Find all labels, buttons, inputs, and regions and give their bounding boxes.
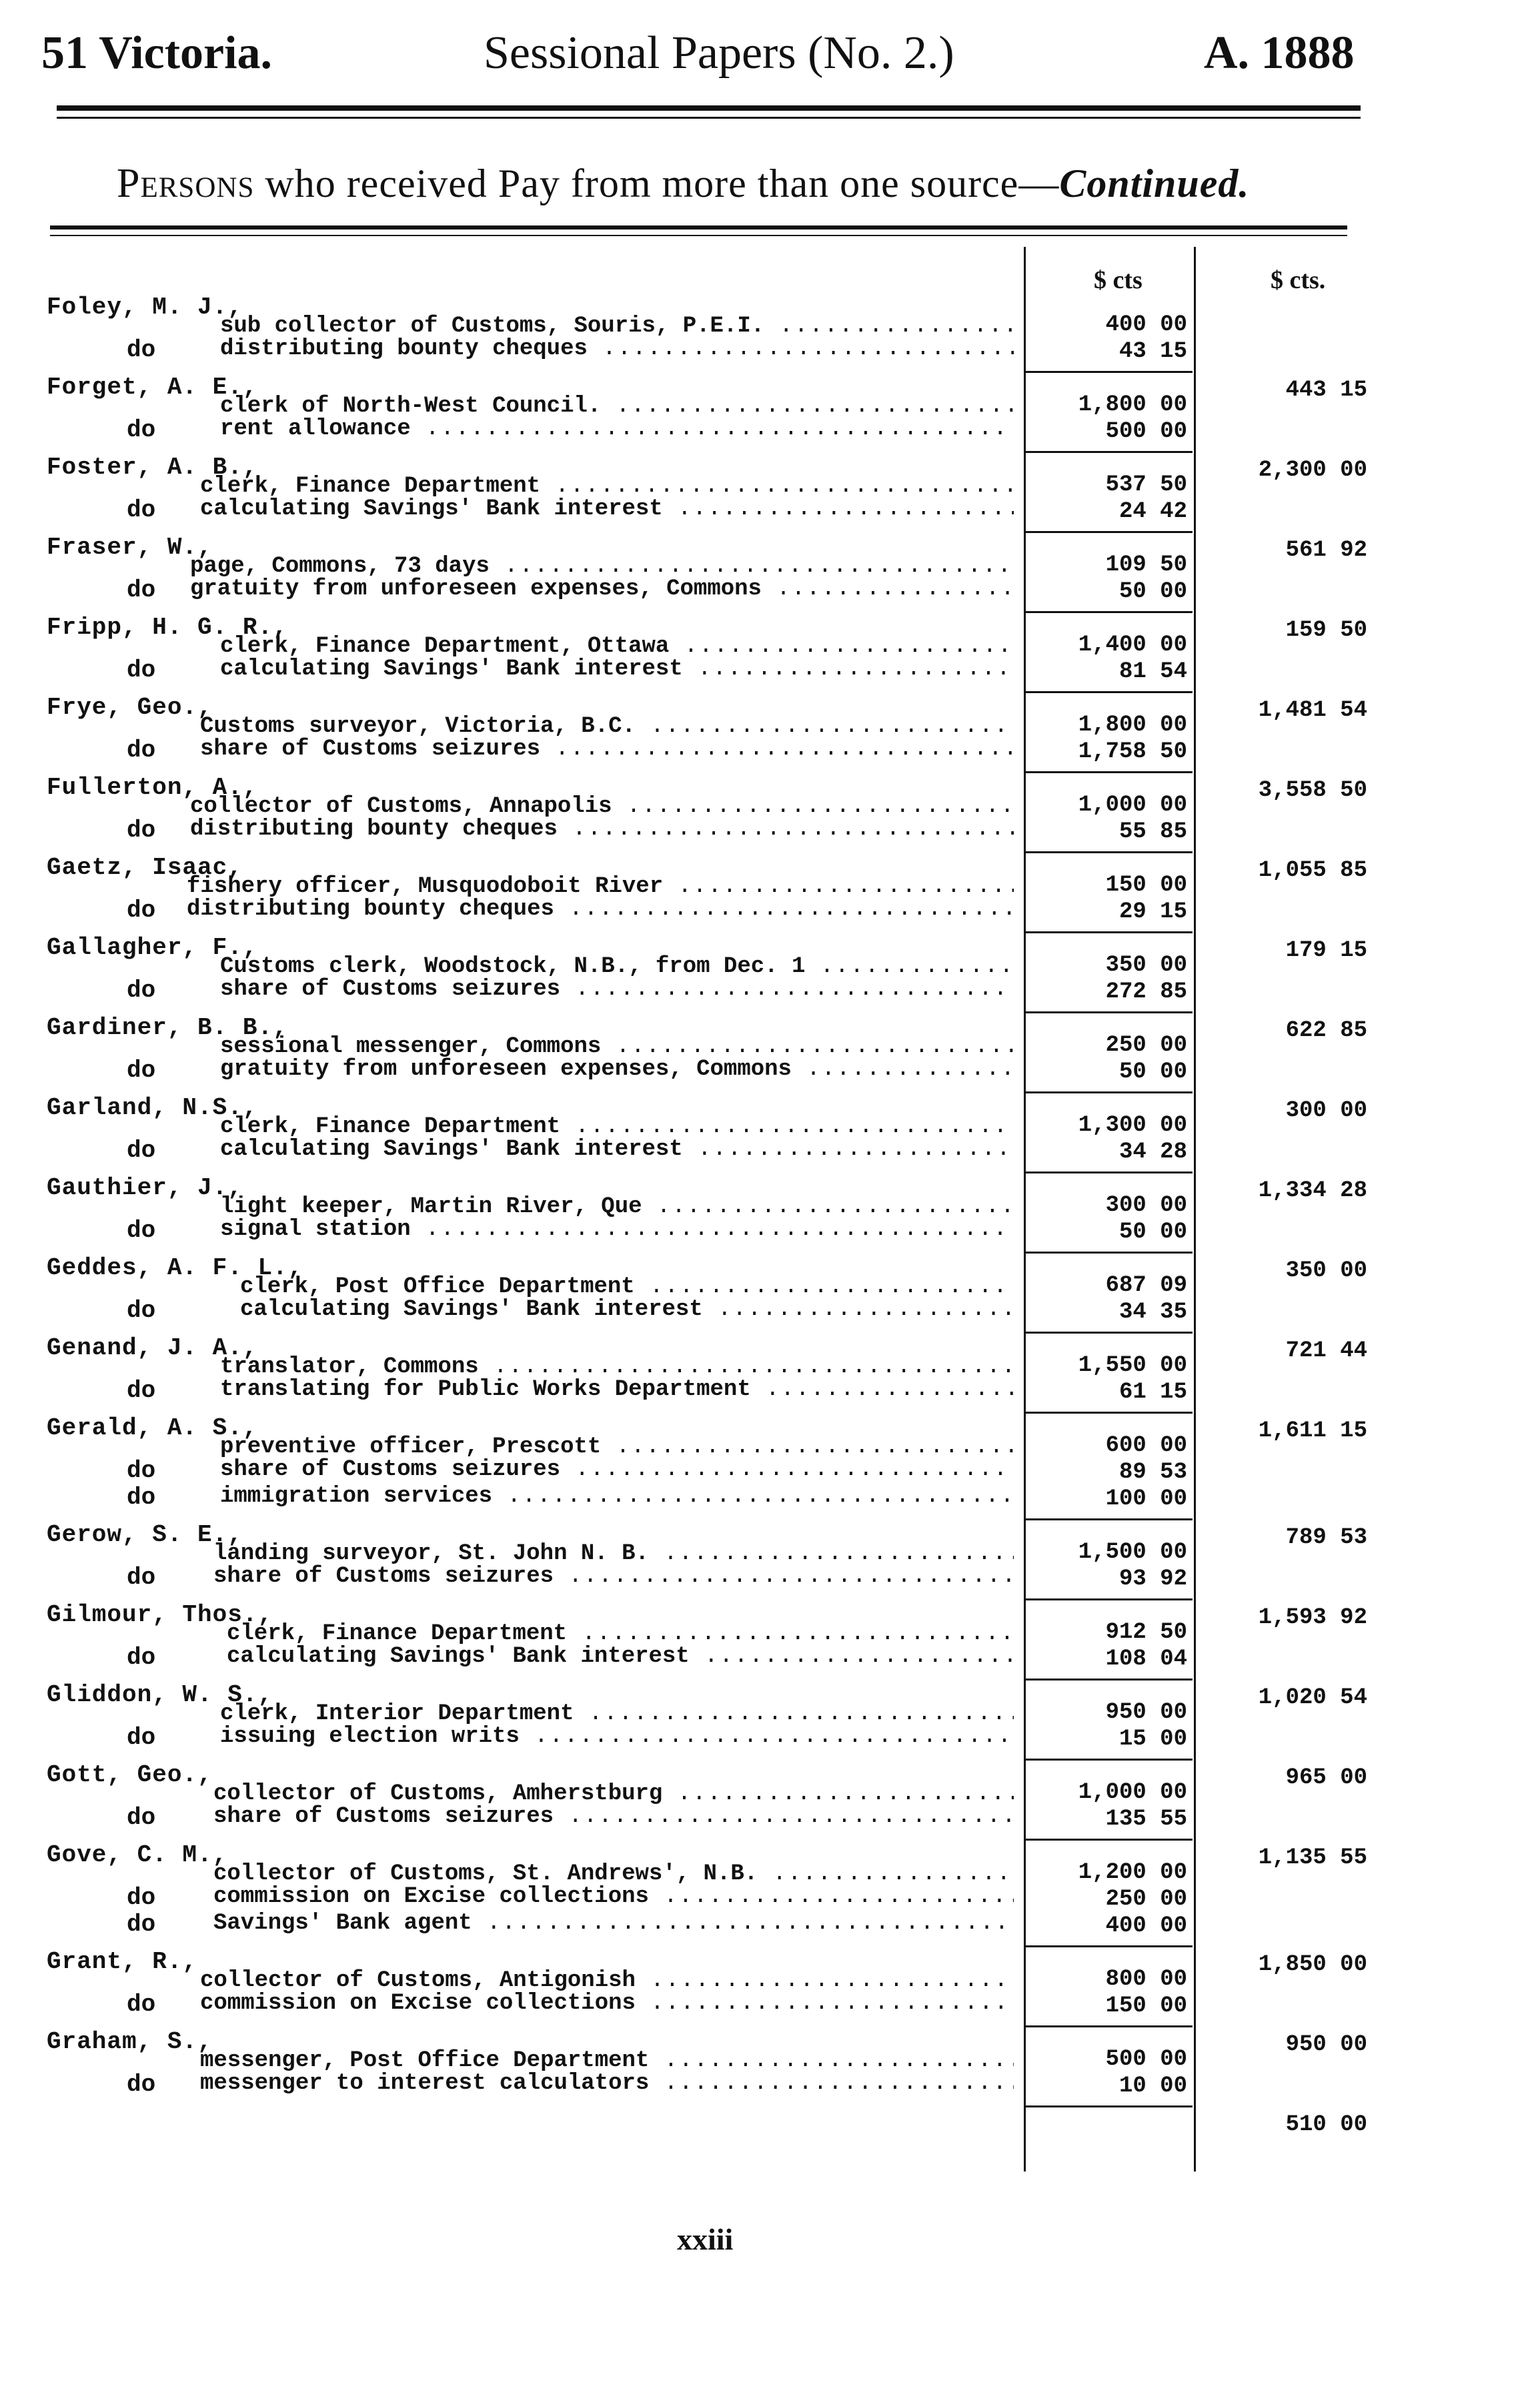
pay-description: commission on Excise collections ..... bbox=[200, 1991, 1014, 2016]
person-name: Gerald, A. S., bbox=[47, 1414, 258, 1442]
pay-description: landing surveyor, St. John N. B. ..... bbox=[213, 1541, 1014, 1566]
pay-amount: 135 55 bbox=[1105, 1807, 1187, 1832]
ditto-mark: do bbox=[127, 1377, 156, 1404]
subtotal-rule bbox=[1026, 2025, 1193, 2027]
page-title bbox=[117, 160, 1249, 207]
pay-amount: 24 42 bbox=[1118, 499, 1187, 524]
ditto-mark: do bbox=[127, 1564, 156, 1591]
pay-amount: 687 09 bbox=[1105, 1273, 1187, 1298]
pay-amount: 800 00 bbox=[1105, 1967, 1187, 1992]
ditto-mark: do bbox=[127, 2071, 156, 2098]
subtotal-rule bbox=[1026, 1839, 1193, 1841]
pay-description: gratuity from unforeseen expenses, Commons ..... bbox=[220, 1057, 1014, 1082]
pay-total: 1,055 85 bbox=[1258, 858, 1367, 883]
pay-description: rent allowance ..... bbox=[220, 416, 1014, 442]
pay-amount: 50 00 bbox=[1118, 579, 1187, 604]
pay-amount: 93 92 bbox=[1118, 1566, 1187, 1592]
ditto-mark: do bbox=[127, 897, 156, 924]
ditto-mark: do bbox=[127, 737, 156, 764]
subtotal-rule bbox=[1026, 1011, 1193, 1013]
subtotal-rule bbox=[1026, 1332, 1193, 1334]
subtotal-rule bbox=[1026, 371, 1193, 373]
pay-total: 179 15 bbox=[1285, 938, 1367, 963]
pay-description: page, Commons, 73 days ..... bbox=[190, 554, 1014, 579]
pay-amount: 500 00 bbox=[1105, 419, 1187, 444]
pay-description: collector of Customs, Antigonish ..... bbox=[200, 1968, 1014, 1993]
person-name: Grant, R., bbox=[47, 1948, 198, 1975]
pay-amount: 500 00 bbox=[1105, 2047, 1187, 2072]
person-name: Geddes, A. F. L., bbox=[47, 1254, 303, 1282]
pay-total: 1,481 54 bbox=[1258, 698, 1367, 723]
person-name: Forget, A. E., bbox=[47, 374, 258, 401]
pay-amount: 150 00 bbox=[1105, 873, 1187, 898]
pay-amount: 250 00 bbox=[1105, 1887, 1187, 1912]
person-name: Gilmour, Thos., bbox=[47, 1601, 273, 1628]
table-row bbox=[0, 2028, 1540, 2137]
pay-description: preventive officer, Prescott ..... bbox=[220, 1434, 1014, 1460]
pay-total: 622 85 bbox=[1285, 1018, 1367, 1043]
person-name: Frye, Geo., bbox=[47, 694, 213, 721]
title-rest: who received Pay from more than one source— bbox=[254, 161, 1060, 205]
pay-total: 1,593 92 bbox=[1258, 1605, 1367, 1630]
subtotal-rule bbox=[1026, 1412, 1193, 1414]
pay-description: share of Customs seizures ..... bbox=[213, 1564, 1014, 1589]
pay-description: translating for Public Works Department ..... bbox=[220, 1377, 1014, 1402]
pay-description: Customs surveyor, Victoria, B.C. ..... bbox=[200, 714, 1014, 739]
pay-amount: 537 50 bbox=[1105, 472, 1187, 498]
pay-description: distributing bounty cheques ..... bbox=[187, 897, 1014, 922]
ditto-mark: do bbox=[127, 1884, 156, 1911]
person-name: Genand, J. A., bbox=[47, 1334, 258, 1362]
ditto-mark: do bbox=[127, 496, 156, 524]
pay-description: share of Customs seizures ..... bbox=[213, 1804, 1014, 1829]
pay-amount: 1,500 00 bbox=[1078, 1540, 1187, 1565]
person-name: Gallagher, F., bbox=[47, 934, 258, 961]
pay-amount: 150 00 bbox=[1105, 1993, 1187, 2019]
sessional-papers-label: Sessional Papers (No. 2.) bbox=[484, 27, 954, 79]
pay-total: 159 50 bbox=[1285, 618, 1367, 643]
title-continued: Continued. bbox=[1059, 161, 1250, 205]
pay-total: 950 00 bbox=[1285, 2032, 1367, 2057]
pay-description: clerk, Finance Department ..... bbox=[220, 1114, 1014, 1139]
pay-amount: 1,200 00 bbox=[1078, 1860, 1187, 1885]
person-name: Gott, Geo., bbox=[47, 1761, 213, 1789]
pay-description: calculating Savings' Bank interest ..... bbox=[220, 656, 1014, 682]
pay-amount: 350 00 bbox=[1105, 953, 1187, 978]
pay-amount: 81 54 bbox=[1118, 659, 1187, 684]
pay-amount: 100 00 bbox=[1105, 1486, 1187, 1512]
person-name: Gauthier, J., bbox=[47, 1174, 243, 1202]
ditto-mark: do bbox=[127, 336, 156, 364]
pay-amount: 15 00 bbox=[1118, 1727, 1187, 1752]
pay-total: 1,334 28 bbox=[1258, 1178, 1367, 1204]
pay-amount: 1,800 00 bbox=[1078, 712, 1187, 738]
pay-amount: 10 00 bbox=[1118, 2073, 1187, 2099]
person-name: Gerow, S. E., bbox=[47, 1521, 243, 1548]
ditto-mark: do bbox=[127, 1217, 156, 1244]
pay-amount: 1,400 00 bbox=[1078, 632, 1187, 658]
subtotal-rule bbox=[1026, 1091, 1193, 1093]
pay-amount: 50 00 bbox=[1118, 1059, 1187, 1085]
ditto-mark: do bbox=[127, 656, 156, 684]
pay-description: share of Customs seizures ..... bbox=[220, 1457, 1014, 1482]
header-rule-thin bbox=[57, 117, 1361, 119]
pay-amount: 912 50 bbox=[1105, 1620, 1187, 1645]
person-name: Fullerton, A., bbox=[47, 774, 258, 801]
subtotal-rule bbox=[1026, 1759, 1193, 1761]
pay-total: 1,850 00 bbox=[1258, 1952, 1367, 1977]
pay-amount: 300 00 bbox=[1105, 1193, 1187, 1218]
pay-amount: 89 53 bbox=[1118, 1460, 1187, 1485]
ditto-mark: do bbox=[127, 1137, 156, 1164]
pay-amount: 950 00 bbox=[1105, 1700, 1187, 1725]
person-name: Gaetz, Isaac, bbox=[47, 854, 243, 881]
pay-amount: 108 04 bbox=[1105, 1646, 1187, 1672]
header-rule-thick bbox=[57, 105, 1361, 111]
pay-amount: 600 00 bbox=[1105, 1433, 1187, 1458]
title-rule-thick bbox=[50, 225, 1347, 229]
title-caps: Persons bbox=[117, 161, 255, 206]
ditto-mark: do bbox=[127, 1057, 156, 1084]
total-column-header: $ cts. bbox=[1271, 266, 1326, 294]
ditto-mark: do bbox=[127, 1644, 156, 1671]
ditto-mark: do bbox=[127, 416, 156, 444]
pay-description: distributing bounty cheques ..... bbox=[220, 336, 1014, 362]
pay-amount: 1,758 50 bbox=[1078, 739, 1187, 765]
pay-description: clerk of North-West Council. ..... bbox=[220, 394, 1014, 419]
ditto-mark: do bbox=[127, 1724, 156, 1751]
pay-description: messenger, Post Office Department ..... bbox=[200, 2048, 1014, 2073]
person-name: Gardiner, B. B., bbox=[47, 1014, 288, 1041]
year-label: A. 1888 bbox=[1204, 27, 1355, 79]
pay-total: 350 00 bbox=[1285, 1258, 1367, 1284]
pay-amount: 109 50 bbox=[1105, 552, 1187, 578]
subtotal-rule bbox=[1026, 2105, 1193, 2107]
pay-amount: 1,800 00 bbox=[1078, 392, 1187, 418]
pay-total: 1,135 55 bbox=[1258, 1845, 1367, 1871]
pay-amount: 1,550 00 bbox=[1078, 1353, 1187, 1378]
pay-total: 300 00 bbox=[1285, 1098, 1367, 1123]
ditto-mark: do bbox=[127, 1484, 156, 1511]
pay-description: calculating Savings' Bank interest ..... bbox=[240, 1297, 1014, 1322]
page-number: xxiii bbox=[677, 2222, 734, 2256]
pay-description: clerk, Post Office Department ..... bbox=[240, 1274, 1014, 1300]
pay-amount: 400 00 bbox=[1105, 1913, 1187, 1939]
pay-total: 510 00 bbox=[1285, 2112, 1367, 2137]
amount-column-header: $ cts bbox=[1094, 266, 1142, 294]
pay-description: Customs clerk, Woodstock, N.B., from Dec. 1 ..... bbox=[220, 954, 1014, 979]
pay-description: distributing bounty cheques ..... bbox=[190, 817, 1014, 842]
pay-total: 789 53 bbox=[1285, 1525, 1367, 1550]
pay-description: issuing election writs ..... bbox=[220, 1724, 1014, 1749]
person-name: Garland, N.S., bbox=[47, 1094, 258, 1121]
pay-description: sessional messenger, Commons ..... bbox=[220, 1034, 1014, 1059]
pay-description: gratuity from unforeseen expenses, Commons ..... bbox=[190, 576, 1014, 602]
pay-description: calculating Savings' Bank interest ..... bbox=[200, 496, 1014, 522]
person-name: Gliddon, W. S., bbox=[47, 1681, 273, 1709]
title-rule-thin bbox=[50, 235, 1347, 236]
pay-amount: 61 15 bbox=[1118, 1380, 1187, 1405]
subtotal-rule bbox=[1026, 1598, 1193, 1600]
subtotal-rule bbox=[1026, 1171, 1193, 1173]
pay-description: collector of Customs, St. Andrews', N.B. ..... bbox=[213, 1861, 1014, 1887]
pay-description: calculating Savings' Bank interest ..... bbox=[220, 1137, 1014, 1162]
person-name: Graham, S., bbox=[47, 2028, 213, 2055]
pay-amount: 50 00 bbox=[1118, 1220, 1187, 1245]
volume-label: 51 Victoria. bbox=[41, 27, 273, 79]
subtotal-rule bbox=[1026, 451, 1193, 453]
pay-amount: 29 15 bbox=[1118, 899, 1187, 925]
ditto-mark: do bbox=[127, 576, 156, 604]
pay-description: collector of Customs, Annapolis ..... bbox=[190, 794, 1014, 819]
pay-description: share of Customs seizures ..... bbox=[220, 977, 1014, 1002]
ditto-mark: do bbox=[127, 1911, 156, 1938]
pay-description: clerk, Finance Department ..... bbox=[200, 474, 1014, 499]
pay-total: 3,558 50 bbox=[1258, 778, 1367, 803]
pay-amount: 1,300 00 bbox=[1078, 1113, 1187, 1138]
pay-total: 561 92 bbox=[1285, 538, 1367, 563]
pay-amount: 43 15 bbox=[1118, 339, 1187, 364]
subtotal-rule bbox=[1026, 851, 1193, 853]
person-name: Gove, C. M., bbox=[47, 1841, 228, 1869]
pay-description: commission on Excise collections ..... bbox=[213, 1884, 1014, 1909]
pay-description: calculating Savings' Bank interest ..... bbox=[227, 1644, 1014, 1669]
ditto-mark: do bbox=[127, 1297, 156, 1324]
pay-total: 2,300 00 bbox=[1258, 458, 1367, 483]
subtotal-rule bbox=[1026, 1679, 1193, 1681]
subtotal-rule bbox=[1026, 1945, 1193, 1947]
pay-total: 721 44 bbox=[1285, 1338, 1367, 1364]
pay-amount: 250 00 bbox=[1105, 1033, 1187, 1058]
pay-description: clerk, Finance Department, Ottawa ..... bbox=[220, 634, 1014, 659]
pay-description: Savings' Bank agent ..... bbox=[213, 1911, 1014, 1936]
ditto-mark: do bbox=[127, 1991, 156, 2018]
ditto-mark: do bbox=[127, 1804, 156, 1831]
pay-description: immigration services ..... bbox=[220, 1484, 1014, 1509]
pay-amount: 1,000 00 bbox=[1078, 1780, 1187, 1805]
pay-description: clerk, Interior Department ..... bbox=[220, 1701, 1014, 1727]
pay-description: fishery officer, Musquodoboit River ..... bbox=[187, 874, 1014, 899]
pay-amount: 34 35 bbox=[1118, 1300, 1187, 1325]
pay-description: messenger to interest calculators ..... bbox=[200, 2071, 1014, 2096]
person-name: Fripp, H. G. R., bbox=[47, 614, 288, 641]
pay-description: sub collector of Customs, Souris, P.E.I. ..... bbox=[220, 314, 1014, 339]
pay-description: clerk, Finance Department ..... bbox=[227, 1621, 1014, 1646]
pay-total: 443 15 bbox=[1285, 378, 1367, 403]
subtotal-rule bbox=[1026, 611, 1193, 613]
pay-amount: 272 85 bbox=[1105, 979, 1187, 1005]
ditto-mark: do bbox=[127, 1457, 156, 1484]
subtotal-rule bbox=[1026, 931, 1193, 933]
pay-total: 965 00 bbox=[1285, 1765, 1367, 1791]
pay-description: share of Customs seizures ..... bbox=[200, 737, 1014, 762]
ditto-mark: do bbox=[127, 817, 156, 844]
person-name: Fraser, W., bbox=[47, 534, 213, 561]
pay-description: collector of Customs, Amherstburg ..... bbox=[213, 1781, 1014, 1807]
subtotal-rule bbox=[1026, 531, 1193, 533]
pay-total: 1,020 54 bbox=[1258, 1685, 1367, 1711]
person-name: Foster, A. B., bbox=[47, 454, 258, 481]
pay-description: translator, Commons ..... bbox=[220, 1354, 1014, 1380]
subtotal-rule bbox=[1026, 1252, 1193, 1254]
subtotal-rule bbox=[1026, 771, 1193, 773]
pay-total: 1,611 15 bbox=[1258, 1418, 1367, 1444]
pay-amount: 1,000 00 bbox=[1078, 793, 1187, 818]
pay-description: light keeper, Martin River, Que ..... bbox=[220, 1194, 1014, 1220]
pay-description: signal station ..... bbox=[220, 1217, 1014, 1242]
pay-amount: 34 28 bbox=[1118, 1139, 1187, 1165]
subtotal-rule bbox=[1026, 1518, 1193, 1520]
pay-amount: 400 00 bbox=[1105, 312, 1187, 338]
subtotal-rule bbox=[1026, 691, 1193, 693]
ditto-mark: do bbox=[127, 977, 156, 1004]
person-name: Foley, M. J., bbox=[47, 294, 243, 321]
pay-amount: 55 85 bbox=[1118, 819, 1187, 845]
